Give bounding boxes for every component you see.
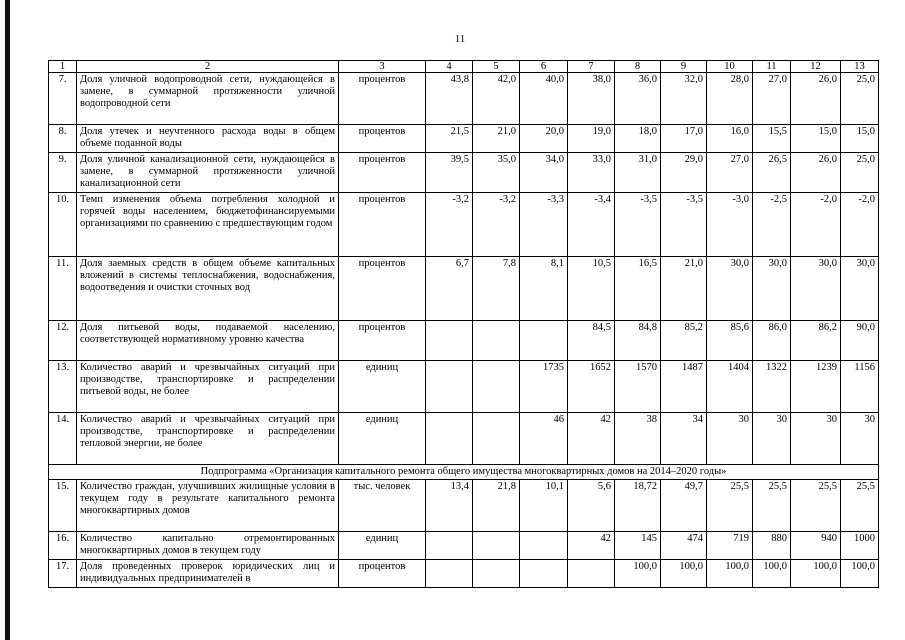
indicator-value	[473, 321, 520, 361]
column-number: 10	[707, 61, 753, 73]
indicator-value: 719	[707, 532, 753, 560]
indicator-value: 15,0	[791, 125, 841, 153]
indicator-value	[426, 321, 473, 361]
table-row	[49, 193, 879, 257]
indicator-value: 25,0	[841, 153, 879, 193]
unit-of-measure: процентов	[339, 125, 426, 153]
unit-of-measure: процентов	[339, 321, 426, 361]
subprogram-row	[49, 465, 879, 480]
indicator-value: 27,0	[753, 73, 791, 125]
table-row	[49, 413, 879, 465]
indicator-value: 21,5	[426, 125, 473, 153]
indicator-value	[426, 361, 473, 413]
unit-of-measure: процентов	[339, 257, 426, 321]
indicator-value: 30,0	[707, 257, 753, 321]
column-number: 8	[615, 61, 661, 73]
indicator-value	[520, 321, 568, 361]
indicator-value: -3,4	[568, 193, 615, 257]
table-row	[49, 532, 879, 560]
column-number: 2	[77, 61, 339, 73]
indicator-value: 145	[615, 532, 661, 560]
indicator-value: 1487	[661, 361, 707, 413]
column-number: 1	[49, 61, 77, 73]
indicator-value: 86,0	[753, 321, 791, 361]
indicator-value: 34,0	[520, 153, 568, 193]
column-number: 12	[791, 61, 841, 73]
row-number: 14.	[49, 413, 77, 465]
indicator-value: 25,5	[753, 480, 791, 532]
indicator-value: 21,0	[473, 125, 520, 153]
indicator-value: 30	[753, 413, 791, 465]
indicator-value: 35,0	[473, 153, 520, 193]
indicator-value: 30	[791, 413, 841, 465]
indicator-value	[520, 532, 568, 560]
indicator-value: 13,4	[426, 480, 473, 532]
row-number: 12.	[49, 321, 77, 361]
indicator-value: 25,5	[791, 480, 841, 532]
indicator-value: 30	[841, 413, 879, 465]
unit-of-measure: единиц	[339, 413, 426, 465]
unit-of-measure: единиц	[339, 361, 426, 413]
indicator-value: 25,5	[707, 480, 753, 532]
indicator-value: 84,8	[615, 321, 661, 361]
indicator-value	[473, 532, 520, 560]
indicator-value: 880	[753, 532, 791, 560]
indicator-name: Количество капитально отремонтированных многоквартирных домов в текущем году	[77, 532, 339, 560]
indicator-value: 8,1	[520, 257, 568, 321]
indicator-value: 30,0	[841, 257, 879, 321]
indicator-name: Доля питьевой воды, подаваемой населению, соответствующей нормативному уровню качества	[77, 321, 339, 361]
indicator-value: 32,0	[661, 73, 707, 125]
indicator-value: 40,0	[520, 73, 568, 125]
indicator-value: 100,0	[615, 560, 661, 588]
indicator-value: 1000	[841, 532, 879, 560]
indicator-value: 25,0	[841, 73, 879, 125]
row-number: 11.	[49, 257, 77, 321]
indicator-value: 33,0	[568, 153, 615, 193]
indicator-value: 16,5	[615, 257, 661, 321]
unit-of-measure: единиц	[339, 532, 426, 560]
indicator-value: 85,6	[707, 321, 753, 361]
table-row	[49, 480, 879, 532]
indicator-value: 90,0	[841, 321, 879, 361]
indicator-name: Доля утечек и неучтенного расхода воды в общем объеме поданной воды	[77, 125, 339, 153]
indicator-value: 100,0	[753, 560, 791, 588]
indicator-name: Количество аварий и чрезвычайных ситуаций при производстве, транспортировке и распределении питьевой воды, не более	[77, 361, 339, 413]
column-number: 9	[661, 61, 707, 73]
indicator-name: Доля уличной канализационной сети, нуждающейся в замене, в суммарной протяженности уличной канализационной сети	[77, 153, 339, 193]
indicator-value: 39,5	[426, 153, 473, 193]
indicator-value: 17,0	[661, 125, 707, 153]
indicator-name: Количество граждан, улучшивших жилищные условия в текущем году в результате капитального ремонта многоквартирных домов	[77, 480, 339, 532]
indicator-value: 19,0	[568, 125, 615, 153]
indicator-value: 6,7	[426, 257, 473, 321]
column-number: 3	[339, 61, 426, 73]
indicator-value: 100,0	[791, 560, 841, 588]
row-number: 9.	[49, 153, 77, 193]
indicator-name: Доля уличной водопроводной сети, нуждающейся в замене, в суммарной протяженности уличной водопроводной сети	[77, 73, 339, 125]
row-number: 13.	[49, 361, 77, 413]
indicator-value: 15,0	[841, 125, 879, 153]
indicator-value: 84,5	[568, 321, 615, 361]
indicator-value: 42	[568, 413, 615, 465]
table-row	[49, 73, 879, 125]
indicator-value: -2,0	[841, 193, 879, 257]
indicator-value	[426, 560, 473, 588]
indicator-value: 42,0	[473, 73, 520, 125]
indicator-name: Доля заемных средств в общем объеме капитальных вложений в системы теплоснабжения, водоснабжения, водоотведения и очистки сточных вод	[77, 257, 339, 321]
indicator-value: 18,72	[615, 480, 661, 532]
column-number-row	[49, 61, 879, 73]
row-number: 7.	[49, 73, 77, 125]
indicator-value: 100,0	[841, 560, 879, 588]
row-number: 16.	[49, 532, 77, 560]
indicator-value: 1322	[753, 361, 791, 413]
indicator-value: 49,7	[661, 480, 707, 532]
indicator-value: 474	[661, 532, 707, 560]
table-row	[49, 257, 879, 321]
indicator-name: Доля проведенных проверок юридических лиц и индивидуальных предпринимателей в	[77, 560, 339, 588]
column-number: 11	[753, 61, 791, 73]
indicator-value: 38,0	[568, 73, 615, 125]
indicator-value: -3,5	[661, 193, 707, 257]
indicator-value: 86,2	[791, 321, 841, 361]
column-number: 6	[520, 61, 568, 73]
scan-edge-bar	[5, 0, 10, 640]
indicator-value: 26,0	[791, 73, 841, 125]
indicator-name: Темп изменения объема потребления холодной и горячей воды населением, бюджетофинансируемыми организациями по сравнению с предшествующим годом	[77, 193, 339, 257]
table-row	[49, 560, 879, 588]
indicator-name: Количество аварий и чрезвычайных ситуаций при производстве, транспортировке и распределении тепловой энергии, не более	[77, 413, 339, 465]
indicator-value: 28,0	[707, 73, 753, 125]
indicator-value: 1239	[791, 361, 841, 413]
indicator-value: 100,0	[707, 560, 753, 588]
indicator-value: -3,5	[615, 193, 661, 257]
table-row	[49, 361, 879, 413]
row-number: 10.	[49, 193, 77, 257]
indicator-value: 1735	[520, 361, 568, 413]
indicator-value	[568, 560, 615, 588]
indicator-value: 38	[615, 413, 661, 465]
indicator-value: 46	[520, 413, 568, 465]
indicator-value: -3,2	[473, 193, 520, 257]
column-number: 13	[841, 61, 879, 73]
table-row	[49, 125, 879, 153]
unit-of-measure: процентов	[339, 73, 426, 125]
indicator-value: 20,0	[520, 125, 568, 153]
row-number: 17.	[49, 560, 77, 588]
indicator-value: 5,6	[568, 480, 615, 532]
unit-of-measure: процентов	[339, 153, 426, 193]
indicator-value: 16,0	[707, 125, 753, 153]
indicator-value: 21,8	[473, 480, 520, 532]
indicator-value: 30,0	[753, 257, 791, 321]
indicator-value: -3,0	[707, 193, 753, 257]
indicator-value: 27,0	[707, 153, 753, 193]
indicator-value: 29,0	[661, 153, 707, 193]
indicator-value	[473, 361, 520, 413]
indicator-value: 42	[568, 532, 615, 560]
indicators-table	[48, 60, 879, 588]
indicator-value: 10,1	[520, 480, 568, 532]
indicator-value: 1570	[615, 361, 661, 413]
indicator-value: 1156	[841, 361, 879, 413]
table-row	[49, 321, 879, 361]
indicator-value	[473, 560, 520, 588]
indicator-value: 26,0	[791, 153, 841, 193]
indicator-value: 18,0	[615, 125, 661, 153]
indicator-value	[520, 560, 568, 588]
indicator-value: 31,0	[615, 153, 661, 193]
indicator-value: 10,5	[568, 257, 615, 321]
unit-of-measure: процентов	[339, 193, 426, 257]
indicator-value: 85,2	[661, 321, 707, 361]
column-number: 4	[426, 61, 473, 73]
page-number: 11	[454, 33, 466, 45]
indicator-value: -3,3	[520, 193, 568, 257]
indicator-value: 34	[661, 413, 707, 465]
indicator-value: 36,0	[615, 73, 661, 125]
row-number: 15.	[49, 480, 77, 532]
unit-of-measure: тыс. человек	[339, 480, 426, 532]
indicator-value: 21,0	[661, 257, 707, 321]
unit-of-measure: процентов	[339, 560, 426, 588]
row-number: 8.	[49, 125, 77, 153]
indicator-value: 100,0	[661, 560, 707, 588]
indicator-value	[473, 413, 520, 465]
indicator-value: 1652	[568, 361, 615, 413]
indicator-value: 25,5	[841, 480, 879, 532]
indicator-value: 940	[791, 532, 841, 560]
table-row	[49, 153, 879, 193]
column-number: 7	[568, 61, 615, 73]
column-number: 5	[473, 61, 520, 73]
indicator-value: -3,2	[426, 193, 473, 257]
indicator-value: 43,8	[426, 73, 473, 125]
indicator-value: 15,5	[753, 125, 791, 153]
indicator-value: 30	[707, 413, 753, 465]
indicator-value: 1404	[707, 361, 753, 413]
subprogram-title: Подпрограмма «Организация капитального ремонта общего имущества многоквартирных домов на 2014–2020 годы»	[49, 465, 879, 480]
indicator-value: 30,0	[791, 257, 841, 321]
indicator-value	[426, 532, 473, 560]
indicator-value	[426, 413, 473, 465]
indicator-value: -2,0	[791, 193, 841, 257]
indicator-value: 7,8	[473, 257, 520, 321]
indicator-value: 26,5	[753, 153, 791, 193]
indicator-value: -2,5	[753, 193, 791, 257]
